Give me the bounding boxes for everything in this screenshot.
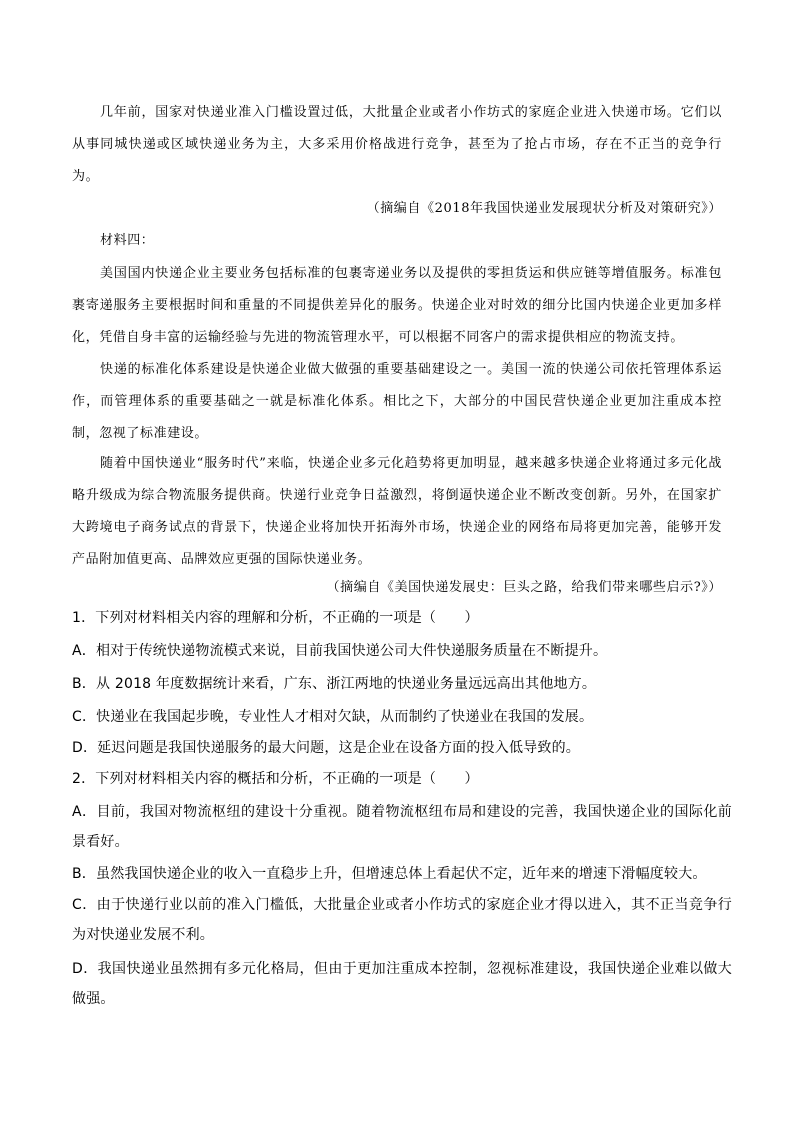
material-label: 材料四： — [100, 233, 155, 248]
source-citation: （摘编自《2018年我国快递业发展现状分析及对策研究》） — [366, 201, 722, 216]
question-1-option-a: A．相对于传统快递物流模式来说，目前我国快递公司大件快递服务质量在不断提升。 — [72, 643, 608, 659]
question-2-option-c: C．由于快递行业以前的准入门槛低，大批量企业或者小作坊式的家庭企业才得以进入，其不正当竞争行为对快递业发展不利。 — [72, 897, 732, 943]
question-1-option-b: B．从 2018 年度数据统计来看，广东、浙江两地的快递业务量远远高出其他地方。 — [72, 676, 597, 692]
material-paragraph: 快递的标准化体系建设是快递企业做大做强的重要基础建设之一。美国一流的快递公司依托管理体系运作，而管理体系的重要基础之一就是标准化体系。相比之下，大部分的中国民营快递企业更加注重成本控制，忽视了标准建设。 — [72, 362, 722, 441]
material-paragraph: 随着中国快递业“服务时代”来临，快递企业多元化趋势将更加明显，越来越多快递企业将通过多元化战略升级成为综合物流服务提供商。快递行业竞争日益激烈，将倒逼快递企业不断改变创新。另外，在国家扩大跨境电子商务试点的背景下，快递企业将加快开拓海外市场，快递企业的网络布局将更加完善，能够开发产品附加值更高、品牌效应更强的国际快递业务。 — [72, 456, 722, 567]
source-citation: （摘编自《美国快递发展史：巨头之路，给我们带来哪些启示?》） — [326, 580, 722, 595]
question-1-option-d: D．延迟问题是我国快递服务的最大问题，这是企业在设备方面的投入低导致的。 — [72, 740, 580, 756]
question-2-stem: 2．下列对材料相关内容的概括和分析，不正确的一项是（ ） — [72, 771, 479, 787]
material-paragraph: 几年前，国家对快递业准入门槛设置过低，大批量企业或者小作坊式的家庭企业进入快递市场。它们以从事同城快递或区域快递业务为主，大多采用价格战进行竞争，甚至为了抢占市场，存在不正当的竞争行为。 — [72, 105, 722, 184]
question-1-option-c: C．快递业在我国起步晚，专业性人才相对欠缺，从而制约了快递业在我国的发展。 — [72, 709, 594, 725]
question-1-stem: 1．下列对材料相关内容的理解和分析，不正确的一项是（ ） — [72, 610, 479, 626]
question-2-option-d: D．我国快递业虽然拥有多元化格局，但由于更加注重成本控制，忽视标准建设，我国快递企业难以做大做强。 — [72, 961, 732, 1007]
question-2-option-b: B．虽然我国快递企业的收入一直稳步上升，但增速总体上看起伏不定，近年来的增速下滑幅度较大。 — [72, 866, 707, 882]
material-paragraph: 美国国内快递企业主要业务包括标准的包裹寄递业务以及提供的零担货运和供应链等增值服务。标准包裹寄递服务主要根据时间和重量的不同提供差异化的服务。快递企业对时效的细分比国内快递企业更加多样化，凭借自身丰富的运输经验与先进的物流管理水平，可以根据不同客户的需求提供相应的物流支持。 — [72, 266, 722, 345]
question-2-option-a: A．目前，我国对物流枢纽的建设十分重视。随着物流枢纽布局和建设的完善，我国快递企业的国际化前景看好。 — [72, 804, 732, 850]
